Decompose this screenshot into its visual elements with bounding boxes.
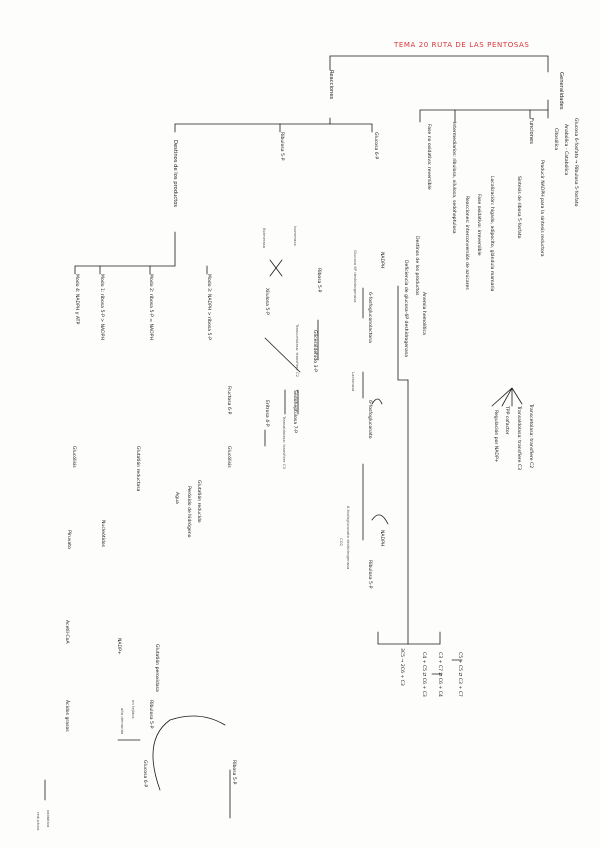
node-ta-label: Transaldolasa: transfiere C3: [282, 416, 287, 469]
branch-funciones: [492, 388, 522, 406]
node-regulacion: Regulación por NADP+: [493, 410, 498, 463]
node-tk-cof: TPP cofactor: [504, 406, 509, 435]
node-no-6: Gliceraldehído 3-P: [312, 330, 317, 372]
node-gen-1: Glucosa 6-fosfato → Ribulosa 5-fosfato: [573, 118, 578, 207]
node-eq-3: C4 + C5 ⇄ C6 + C3: [421, 652, 426, 697]
node-g-2: Glutatión peroxidasa: [154, 644, 159, 692]
node-g-7: Nucleótidos: [100, 520, 105, 547]
node-enz-1: Glucosa 6P deshidrogenasa: [353, 250, 358, 303]
node-gen-2: Anabólica - Catabólica: [563, 124, 568, 176]
node-glut-3: Agua: [174, 492, 179, 504]
node-no-10: Glucólisis: [226, 446, 231, 468]
node-no-4: Isomerasa: [293, 226, 298, 246]
node-mode-3: Modo 3: NADPH > ribosa 5-P: [206, 274, 211, 340]
node-ox-2: 6-fosfogluconolactona: [367, 292, 372, 343]
node-no-5: Epimerasa: [262, 228, 267, 249]
connector-reacciones-right: [330, 124, 372, 132]
node-deficiencia: Deficiencia de glucosa-6P deshidrogenasa: [403, 260, 408, 358]
node-glut-1: Glutatión reducido: [196, 480, 201, 523]
node-rama-1: Fase oxidativa: irreversible: [476, 194, 481, 256]
node-func-2: Síntesis de ribosa 5-fosfato: [516, 176, 521, 239]
node-g-3: NADP+: [116, 638, 121, 655]
node-eq-4: 3C5 → 2C6 + C3: [399, 648, 404, 686]
node-no-3: Xilulosa 5-P: [264, 288, 269, 315]
node-no-7: Sedoheptulosa 7-P: [292, 390, 297, 433]
node-nadph-1: NADPH: [379, 252, 384, 269]
node-g-6: Ribosa 5-P: [231, 760, 236, 785]
node-eq-1: C5 + C5 ⇄ C3 + C7: [457, 652, 462, 697]
node-tk-label: Transcetolasa: transfiere C2: [295, 324, 300, 378]
node-anemia: Anemia hemolítica: [421, 292, 426, 335]
node-ox-4: Ribulosa 5-P: [367, 560, 372, 589]
connector-reacciones: [175, 118, 330, 132]
node-note-3: oxidativa: [46, 810, 51, 828]
node-nadph-2: NADPH: [379, 530, 384, 547]
node-g-10: Acetil-CoA: [64, 620, 69, 644]
node-no-1: Ribulosa 5-P: [279, 132, 284, 161]
node-generalidades: Generalidades: [558, 72, 564, 110]
node-ta: Transaldolasa: transfiere C3: [516, 406, 521, 470]
node-inter-1: Reacciones: interconversión de azúcares: [464, 196, 469, 290]
connector-title: [330, 56, 548, 72]
node-no-8: Eritrosa 4-P: [264, 400, 269, 427]
node-no-9: Fructosa 6-P: [226, 386, 231, 415]
node-note-1: en tejidos: [131, 700, 136, 719]
node-note-4: reductora: [36, 812, 41, 831]
node-g-8: Glucólisis: [71, 446, 76, 468]
node-func-1: Producir NADPH para la síntesis reductora: [539, 160, 544, 257]
node-g-11: Ácidos grasos: [64, 700, 69, 732]
node-g-9: Piruvato: [66, 530, 71, 549]
node-enz-2: Lactonasa: [351, 372, 356, 392]
connector-mode-bracket: [378, 632, 440, 644]
node-eq-2: C3 + C7 ⇄ C6 + C4: [437, 652, 442, 697]
node-no-2: Ribosa 5-P: [316, 268, 321, 293]
node-gen-3: Citosólica: [553, 128, 558, 151]
node-destinos-header: Destinos de los productos: [172, 140, 178, 208]
node-mode-4: Modo 4: NADPH y ATP: [74, 274, 79, 325]
node-ox-3: 6-fosfogluconato: [367, 400, 372, 439]
node-tk: Transcetolasa: transfiere C2: [528, 404, 533, 469]
node-g-4: Glucosa 6-P: [142, 760, 147, 788]
bend-nadph-1: [372, 399, 382, 404]
node-glut-2: Peróxido de hidrógeno: [186, 486, 191, 538]
node-ox-1: Glucosa 6-P: [373, 132, 378, 160]
node-localizacion: Localización: hígado, adipocito, glándula mamaria: [489, 176, 494, 292]
glut-cycle: [153, 716, 225, 790]
node-mode-1: Modo 1: ribosa 5-P > NADPH: [99, 274, 104, 340]
node-destinos: Destinos de los productos: [414, 236, 419, 296]
node-reacciones: Reacciones: [328, 70, 334, 100]
bend-nadph-2: [372, 515, 388, 524]
node-rama-2: Fase no oxidativa: reversible: [426, 124, 431, 190]
node-inter-2: Intermediarios: ribulosa, xilulosa, sedoheptulosa: [451, 122, 456, 234]
node-funciones: Funciones: [528, 118, 534, 144]
node-g-5: Ribulosa 5-P: [148, 700, 153, 729]
node-note-2: alta demanda: [120, 708, 125, 735]
node-co2: CO2: [339, 538, 344, 547]
node-enz-3: 6-fosfogluconato deshidrogenasa: [346, 506, 351, 570]
node-mode-2: Modo 2: ribosa 5-P = NADPH: [148, 274, 153, 340]
connector-destinos: [75, 232, 175, 274]
page-title: TEMA 20 RUTA DE LAS PENTOSAS: [394, 41, 530, 49]
node-g-1: Glutatión reductasa: [135, 446, 140, 492]
